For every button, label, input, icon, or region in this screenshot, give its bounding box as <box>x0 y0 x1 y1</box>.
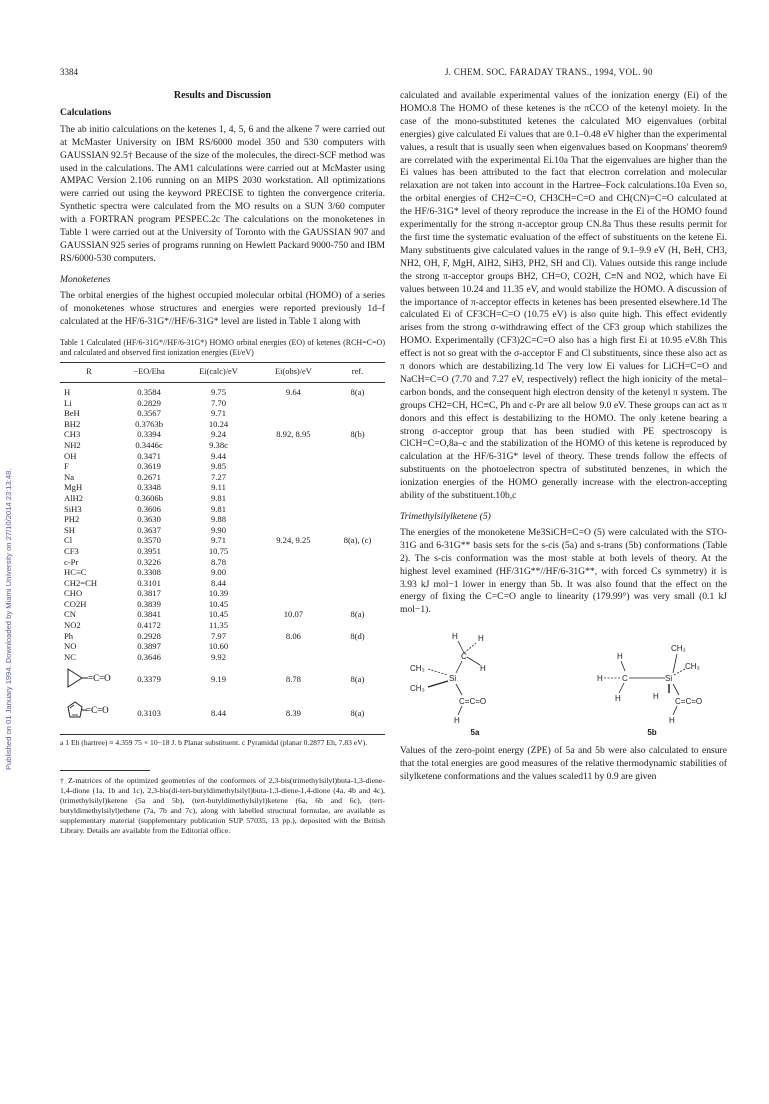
table-cell: 8.44 <box>180 696 257 735</box>
table-cell: 0.3379 <box>137 674 161 685</box>
section-title: Results and Discussion <box>173 90 272 101</box>
svg-text:Si: Si <box>449 674 457 684</box>
table-cell <box>257 567 330 578</box>
trimethylsilylketene-paragraph: The energies of the monoketene Me3SiCH=C=O (5) were calculated with the STO-31G and 6-31G** basis sets for the s-cis (5a) and s-trans (5b) conformations (Table 2). The s-cis conformation was the most stable at both levels of theory. At the highest level examined (HF/31G**//HF/6-31G**, with forced Cs symmetry) it is 3.93 kJ mol−1 lower in energy than 5b. It was also found that the effect on the energy of fixing the C=C=O angle to linearity (179.99°) was very small (0.1 kJ mol−1). <box>400 526 727 616</box>
table-cell: 8.39 <box>257 696 330 735</box>
table-cell: 9.44 <box>210 450 227 461</box>
table-cell <box>257 557 330 568</box>
substituent-cell: AlH2 <box>64 492 84 503</box>
substituent-cell: F <box>64 461 69 472</box>
table-cell <box>257 408 330 419</box>
table-cell: 9.81 <box>210 492 227 503</box>
substituent-cell: HC≡C <box>64 567 87 578</box>
left-column <box>60 90 385 836</box>
table-cell: 7.70 <box>210 397 227 408</box>
table-cell <box>330 482 385 493</box>
table-cell: 0.2671 <box>137 471 161 482</box>
table-row <box>60 472 385 483</box>
table-cell <box>257 599 330 610</box>
calculations-paragraph: The ab initio calculations on the ketenes 1, 4, 5, 6 and the alkene 7 were carried out at McMaster University on IBM RS/6000 model 350 and 530 computers with GAUSSIAN 92.5† Because of the size of the molecules, the direct-SCF method was used in the calculations. The AM1 calculations were carried out at McMaster using AMPAC Version 2.106 running on an MIPS 2030 workstation. All optimizations were carried out using the keyword PRECISE to tighten the convergence criteria. Synthetic spectra were calculated from the MO results on a SUN 3/60 computer with a FORTRAN program PESPEC.2c The calculations on the monoketenes in Table 1 were carried out at the University of Toronto with the GAUSSIAN 907 and GAUSSIAN 925 series of programs running on Hewlett Packard 9000-750 and IBM RS/6000-530 computers. <box>60 123 385 264</box>
table-cell: 8(d) <box>350 630 365 641</box>
table-cell: 0.4172 <box>137 620 161 631</box>
table-cell <box>330 599 385 610</box>
table-cell <box>257 652 330 663</box>
table-cell <box>257 504 330 515</box>
table-row <box>60 578 385 589</box>
table-cell: 0.3567 <box>137 408 161 419</box>
table-cell: 0.3103 <box>118 696 180 735</box>
ring-label: =C=O <box>86 705 109 716</box>
table-cell: 9.64 <box>285 387 301 397</box>
substituent-cell: CF3 <box>64 545 79 556</box>
table-cell <box>257 588 330 599</box>
table-cell: 8(a) <box>350 674 365 685</box>
table-cell <box>330 440 385 451</box>
table-cell: 0.3619 <box>137 461 161 472</box>
substituent-cell: MgH <box>64 482 83 493</box>
table-cell: 9.81 <box>210 503 227 514</box>
table-cell: 0.3839 <box>137 598 161 609</box>
table-cell: 9.92 <box>210 651 227 662</box>
table-cell: 9.38c <box>209 439 228 450</box>
table-cell: 8(a) <box>350 387 365 397</box>
table-cell <box>330 419 385 430</box>
table-row <box>60 504 385 515</box>
discussion-paragraph: calculated and available experimental values of the ionization energy (Ei) of the HOMO.8 The HOMO of these ketenes is the πCCO of the ketenyl moiety. In the case of the mono-substituted ketenes the calculated MO eigenvalues (orbital energies) give calculated Ei values that are 0.1–0.48 eV higher than the experimental values, a result that is usually seen when eigenvalues based on Koopmans' theorem9 are correlated with the experimental Ei.10a That the eigenvalues are higher than the Ei values has been attributed to the fact that electron correlation and molecular relaxation are not taken into account in the Hartree–Fock calculations.10a Even so, the orbital energies of CH2=C=O, CH3CH=C=O and CH(CN)=C=O calculated at the HF/6-31G* level of theory reproduce the increase in the Ei of the HOMO found experimentally for the strong π-acceptor group CN.8a Thus these results permit for the first time the systematic evaluation of the effect of substituents on the ketene Ei. Many substituents give calculated values in the range of 9.1–9.9 eV (H, BeH, CH3, NH2, OH, F, MgH, AlH2, SiH3, PH2, SH and Cl). Values outside this range include the strong π-acceptor groups BH2, CH=O, CO2H, C≡N and NO2, which have Ei values between 10.24 and 11.35 eV, and would stabilize the HOMO. A discussion of the importance of π-acceptor effects in ketenes has been presented elsewhere.1d The calculated Ei of CF3CH=C=O (10.75 eV) is also quite high. This effect evidently arises from the strong σ-withdrawing effect of the CF3 group which stabilizes the HOMO. Experimentally (CF3)2C=C=O also has a high first Ei at 10.95 eV.8h This effect is not so great with the σ-acceptor F and Cl substituents, since these also act as π donors which are destabilizing.1d The very low Ei values for LiCH=C=O and NaCH=C=O (7.70 and 7.27 eV, respectively) reflect the high ionicity of the metal–carbon bonds, and the consequent high electron density of the ketenyl π system. The groups CH2=CH, HC≡C, Ph and c-Pr are all below 9.0 eV. These groups can act as π donors and this effect is destabilizing to the HOMO. The only ketene bearing a strong σ-acceptor group that has been studied with PE spectroscopy is ClCH=C=O,8a–c and the stabilization of the HOMO of this ketene is reproduced by calculation at the HF/6-31G* level of theory. These trends follow the effects of substituents on the photoelectron spectra of substituted benzenes, in which the ionization energies of the HOMO generally increase with the electron-accepting ability of the substituent.10b,c <box>400 90 727 502</box>
table-cell: 0.3763b <box>135 418 164 429</box>
table-header-cell: Ei(obs)/eV <box>257 363 330 383</box>
table-cell: 9.24, 9.25 <box>276 535 311 546</box>
svg-text:C: C <box>461 652 467 662</box>
table-cell: 0.3394 <box>137 429 161 440</box>
table-cell: 0.3348 <box>137 482 161 493</box>
table-row <box>60 588 385 599</box>
footnote: † Z-matrices of the optimized geometries of the conformers of 2,3-bis(trimethylsilyl)buta-1,3-diene-1,4-dione (1a, 1b and 1c), 2,3-bis(di-tert-butyldimethylsilyl)buta-1,3-diene-1,4-dione (4a, 4b and 4c), (trimethylsilyl)ketene (5a and 5b), (tert-butyldimethylsilyl)ketene (6a, 6b and 6c), (tert-butyldimethylsilyl)ethene (7a, 7b and 7c), along with labelled structural formulae, are available as supplementary material (supplementary publication SUP 57035, 13 pp.), deposited with the British Library. Details are available from the Editorial office. <box>60 776 385 836</box>
table-row <box>60 493 385 504</box>
table-cell: 8.06 <box>285 630 301 641</box>
table-row <box>60 567 385 578</box>
table-notes: a 1 Eh (hartree) ≈ 4.359 75 × 10−18 J. b Planar substituent. c Pyramidal (planar 0.2877 Eh, 7.83 eV). <box>60 738 368 748</box>
table-cell <box>330 652 385 663</box>
table-cell <box>330 557 385 568</box>
structure-figure <box>400 629 727 739</box>
substituent-cell: NC <box>64 651 76 662</box>
table-cell <box>330 493 385 504</box>
table-row <box>60 461 385 472</box>
table-cell: 0.3897 <box>137 641 161 652</box>
table-cell <box>330 641 385 652</box>
substituent-cell: Na <box>64 471 75 482</box>
table-cell <box>257 440 330 451</box>
table-cell <box>330 451 385 462</box>
table-cell: 7.97 <box>210 630 227 641</box>
table-row <box>60 557 385 568</box>
trimethylsilylketene-heading: Trimethylsilylketene (5) <box>400 511 491 522</box>
table-cell: 8.44 <box>210 577 227 588</box>
calculations-heading: Calculations <box>60 106 112 118</box>
table-cell <box>330 408 385 419</box>
table-cell: 10.45 <box>208 609 229 620</box>
substituent-cell: NH2 <box>64 439 81 450</box>
structure-5b-label: 5b <box>647 728 657 738</box>
page-number: 3384 <box>60 67 78 77</box>
table-cell <box>257 482 330 493</box>
journal-header: J. CHEM. SOC. FARADAY TRANS., 1994, VOL. 90 <box>445 67 653 77</box>
table-cell: 8(b) <box>350 429 365 440</box>
ring-label: =C=O <box>88 673 111 684</box>
substituent-cell: BH2 <box>64 418 81 429</box>
table-cell <box>330 504 385 515</box>
svg-text:Si: Si <box>665 674 673 684</box>
table-cell: 0.3471 <box>137 450 161 461</box>
table-row <box>60 609 385 620</box>
table-cell <box>257 525 330 536</box>
download-watermark <box>2 90 14 770</box>
table-cell <box>330 567 385 578</box>
substituent-cell: SH <box>64 524 75 535</box>
table-row-cyclopentadienylidene <box>60 696 385 735</box>
substituent-cell: NO2 <box>64 620 81 631</box>
table-row <box>60 482 385 493</box>
table-cell: 0.3637 <box>137 524 161 535</box>
table-cell <box>330 398 385 409</box>
substituent-cell: Ph <box>64 630 74 641</box>
table-cell: 8.92, 8.95 <box>276 429 311 440</box>
table-1 <box>60 362 385 735</box>
structure-5a-label: 5a <box>470 728 480 738</box>
table-row <box>60 398 385 409</box>
substituent-cell: c-Pr <box>64 556 79 567</box>
table-row <box>60 429 385 440</box>
table-row <box>60 641 385 652</box>
table-cell: 0.2829 <box>137 397 161 408</box>
table-row <box>60 525 385 536</box>
table-row <box>60 631 385 642</box>
table-header-cell: Ei(calc)/eV <box>180 363 257 383</box>
svg-text:H: H <box>653 692 659 702</box>
svg-text:CH₃: CH₃ <box>410 684 425 694</box>
table-cell: 9.85 <box>210 461 227 472</box>
table-row <box>60 451 385 462</box>
table-row-cyclopropylidene <box>60 662 385 696</box>
table-cell: 9.71 <box>210 408 227 419</box>
table-cell <box>257 398 330 409</box>
table-caption: Table 1 Calculated (HF/6-31G*//HF/6-31G*) HOMO orbital energies (EO) of ketenes (RCH=C=O) and calculated and observed first ionization energies (Ei/eV) <box>60 338 385 358</box>
table-row <box>60 383 385 398</box>
table-cell <box>330 578 385 589</box>
substituent-cell: OH <box>64 450 77 461</box>
table-cell <box>257 546 330 557</box>
table-cell: 9.75 <box>210 387 227 397</box>
svg-text:CH₃: CH₃ <box>685 662 700 672</box>
svg-text:C: C <box>622 674 628 684</box>
substituent-cell: Cl <box>64 535 73 546</box>
table-cell <box>330 588 385 599</box>
table-row <box>60 546 385 557</box>
table-cell <box>257 451 330 462</box>
table-cell: 0.3446c <box>135 439 163 450</box>
svg-text:H: H <box>617 652 623 662</box>
substituent-cell: PH2 <box>64 514 80 525</box>
table-row <box>60 440 385 451</box>
table-cell: 0.3951 <box>137 545 161 556</box>
right-column <box>400 90 727 784</box>
table-cell: 8(a) <box>330 696 385 735</box>
table-cell: 10.24 <box>208 418 229 429</box>
table-cell: 0.3570 <box>137 535 161 546</box>
table-cell <box>330 461 385 472</box>
substituent-cell: CN <box>64 609 76 620</box>
table-cell: 11.35 <box>208 620 229 631</box>
table-cell <box>257 472 330 483</box>
svg-text:H: H <box>597 674 603 684</box>
table-cell: 9.88 <box>210 514 227 525</box>
svg-text:H: H <box>669 716 675 726</box>
table-body <box>60 383 385 735</box>
structure-5b <box>577 629 727 739</box>
table-row <box>60 535 385 546</box>
table-cell: 10.07 <box>283 609 304 620</box>
table-cell <box>257 514 330 525</box>
footnote-rule <box>60 770 150 771</box>
table-cell <box>257 493 330 504</box>
table-cell: 8.78 <box>285 674 301 685</box>
table-cell: 0.3630 <box>137 514 161 525</box>
svg-text:CH₃: CH₃ <box>671 644 686 654</box>
table-cell <box>257 641 330 652</box>
table-cell: 9.90 <box>210 524 227 535</box>
table-cell: 9.11 <box>211 482 226 493</box>
zpe-paragraph: Values of the zero-point energy (ZPE) of 5a and 5b were also calculated to ensure that the total energies are good measures of the relative thermodynamic stabilities of silylketene conformations and the values scaled11 by 0.9 are given <box>400 745 727 783</box>
cyclopropylidene-ketene-structure <box>60 662 118 696</box>
table-header-cell: ref. <box>330 363 385 383</box>
table-row <box>60 514 385 525</box>
table-cell: 8(a), (c) <box>343 535 372 546</box>
table-cell: 0.3817 <box>137 588 161 599</box>
table-header-cell: R <box>60 363 118 383</box>
table-cell: 10.60 <box>208 641 229 652</box>
substituent-cell: BeH <box>64 408 80 419</box>
table-cell: 0.3101 <box>137 577 161 588</box>
substituent-cell: CHO <box>64 588 83 599</box>
table-row <box>60 599 385 610</box>
svg-text:H: H <box>480 664 486 674</box>
svg-text:C=C=O: C=C=O <box>459 697 487 707</box>
monoketenes-paragraph: The orbital energies of the highest occupied molecular orbital (HOMO) of a series of monoketenes whose structures and energies were reported previously 1d–f calculated at the HF/6-31G*//HF/6-31G* level are listed in Table 1 along with <box>60 289 385 327</box>
table-cell: 9.00 <box>210 567 227 578</box>
svg-text:H: H <box>615 694 621 704</box>
cyclopentadienylidene-ketene-structure <box>60 696 118 735</box>
table-cell <box>257 620 330 631</box>
table-row <box>60 652 385 663</box>
substituent-cell: NO <box>64 641 77 652</box>
download-watermark-text: Published on 01 January 1994. Downloaded by Miami University on 27/10/2014 23:13:48. <box>4 468 13 770</box>
table-cell: 9.71 <box>210 535 227 546</box>
table-cell: 0.3226 <box>137 556 161 567</box>
substituent-cell: CO2H <box>64 598 87 609</box>
table-cell <box>257 419 330 430</box>
svg-text:H: H <box>478 634 484 644</box>
table-cell <box>330 472 385 483</box>
table-cell: 0.3606 <box>137 503 161 514</box>
table-cell <box>330 546 385 557</box>
substituent-cell: CH2=CH <box>64 577 98 588</box>
table-cell <box>330 514 385 525</box>
table-cell: 7.27 <box>210 471 227 482</box>
table-row <box>60 408 385 419</box>
table-row <box>60 419 385 430</box>
svg-text:H: H <box>454 716 460 726</box>
table-header-row <box>60 363 385 383</box>
table-cell: 0.3606b <box>135 492 164 503</box>
substituent-cell: Li <box>64 397 72 408</box>
table-cell: 10.75 <box>208 545 229 556</box>
substituent-cell: H <box>64 387 71 397</box>
table-cell: 10.45 <box>208 598 229 609</box>
table-cell: 9.24 <box>210 429 227 440</box>
table-row <box>60 620 385 631</box>
table-cell: 10.39 <box>208 588 229 599</box>
table-cell: 0.3584 <box>137 387 161 397</box>
table-cell <box>257 578 330 589</box>
table-cell <box>330 620 385 631</box>
structure-5a <box>400 629 550 739</box>
svg-text:CH₃: CH₃ <box>410 664 425 674</box>
table-cell: 0.3646 <box>137 651 161 662</box>
table-cell: 0.3308 <box>137 567 161 578</box>
table-cell: 9.19 <box>210 674 227 685</box>
svg-text:C=C=O: C=C=O <box>675 697 703 707</box>
substituent-cell: SiH3 <box>64 503 82 514</box>
substituent-cell: CH3 <box>64 429 81 440</box>
monoketenes-heading: Monoketenes <box>60 273 111 285</box>
table-cell <box>330 525 385 536</box>
table-cell: 8(a) <box>350 609 365 620</box>
table-cell: 0.2928 <box>137 630 161 641</box>
table-header-cell: −EO/Eha <box>118 363 180 383</box>
table-cell: 8.78 <box>210 556 227 567</box>
table-cell: 0.3841 <box>137 609 161 620</box>
svg-text:H: H <box>452 632 458 642</box>
table-cell <box>257 461 330 472</box>
